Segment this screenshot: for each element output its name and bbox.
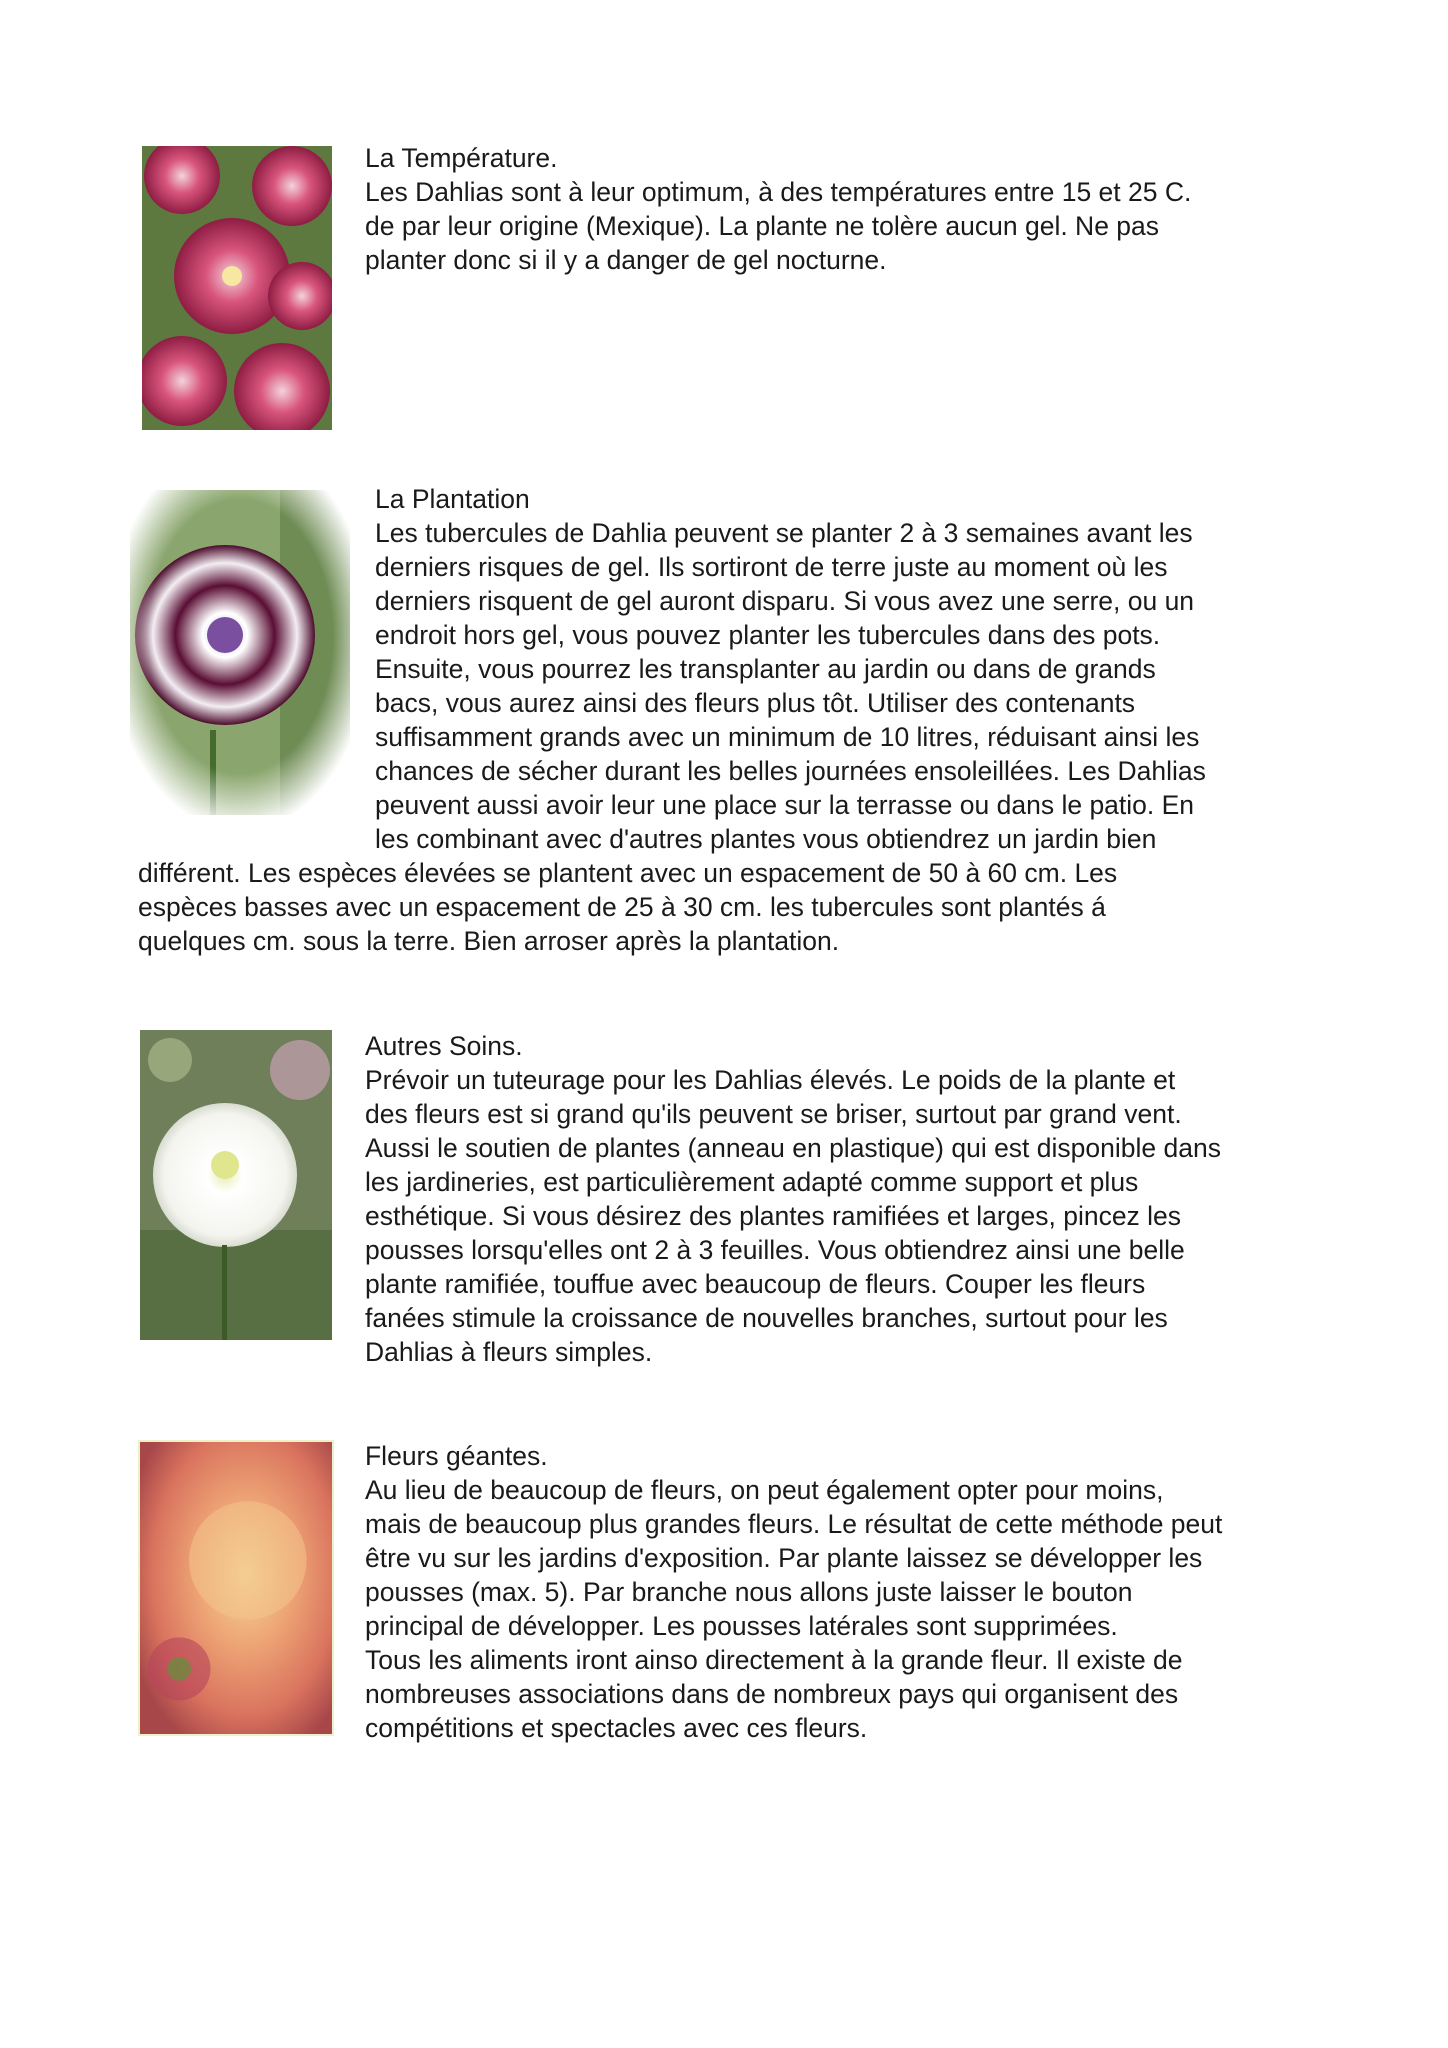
text-line: chances de sécher durant les belles journées ensoleillées. Les Dahlias bbox=[375, 756, 1206, 786]
text-line: Prévoir un tuteurage pour les Dahlias élevés. Le poids de la plante et bbox=[365, 1065, 1176, 1095]
text-line: peuvent aussi avoir leur une place sur la terrasse ou dans le patio. En bbox=[375, 790, 1195, 820]
section-title: Autres Soins. bbox=[365, 1031, 523, 1061]
white-cactus-dahlia-photo bbox=[140, 1030, 332, 1340]
text-line: Tous les aliments iront ainso directement à la grande fleur. Il existe de bbox=[365, 1645, 1183, 1675]
text-line: espèces basses avec un espacement de 25 à 30 cm. les tubercules sont plantés á bbox=[138, 892, 1106, 922]
text-line: de par leur origine (Mexique). La plante ne tolère aucun gel. Ne pas bbox=[365, 211, 1160, 241]
text-line: différent. Les espèces élevées se plantent avec un espacement de 50 à 60 cm. Les bbox=[138, 858, 1118, 888]
text-line: Aussi le soutien de plantes (anneau en plastique) qui est disponible dans bbox=[365, 1133, 1221, 1163]
text-line: principal de développer. Les pousses latérales sont supprimées. bbox=[365, 1611, 1118, 1641]
text-line: des fleurs est si grand qu'ils peuvent se briser, surtout par grand vent. bbox=[365, 1099, 1182, 1129]
text-line: pousses lorsqu'elles ont 2 à 3 feuilles. Vous obtiendrez ainsi une belle bbox=[365, 1235, 1185, 1265]
text-line: derniers risquent de gel auront disparu. Si vous avez une serre, ou un bbox=[375, 586, 1195, 616]
purple-white-dahlia-photo bbox=[130, 490, 350, 815]
section-title: Fleurs géantes. bbox=[365, 1441, 548, 1471]
text-line: Ensuite, vous pourrez les transplanter au jardin ou dans de grands bbox=[375, 654, 1156, 684]
text-line: compétitions et spectacles avec ces fleurs. bbox=[365, 1713, 868, 1743]
text-line: les jardineries, est particulièrement adapté comme support et plus bbox=[365, 1167, 1139, 1197]
text-line: bacs, vous aurez ainsi des fleurs plus tôt. Utiliser des contenants bbox=[375, 688, 1136, 718]
section-title: La Plantation bbox=[375, 484, 530, 514]
text-line: pousses (max. 5). Par branche nous allons juste laisser le bouton bbox=[365, 1577, 1133, 1607]
text-line: planter donc si il y a danger de gel nocturne. bbox=[365, 245, 887, 275]
text-line: derniers risques de gel. Ils sortiront de terre juste au moment où les bbox=[375, 552, 1168, 582]
text-line: fanées stimule la croissance de nouvelles branches, surtout pour les bbox=[365, 1303, 1168, 1333]
text-line: Au lieu de beaucoup de fleurs, on peut également opter pour moins, bbox=[365, 1475, 1164, 1505]
text-line: les combinant avec d'autres plantes vous obtiendrez un jardin bien bbox=[375, 824, 1157, 854]
text-line: esthétique. Si vous désirez des plantes ramifiées et larges, pincez les bbox=[365, 1201, 1182, 1231]
text-line: Les tubercules de Dahlia peuvent se planter 2 à 3 semaines avant les bbox=[375, 518, 1193, 548]
pink-white-dahlia-photo bbox=[142, 146, 332, 430]
text-line: suffisamment grands avec un minimum de 10 litres, réduisant ainsi les bbox=[375, 722, 1200, 752]
text-line: être vu sur les jardins d'exposition. Par plante laissez se développer les bbox=[365, 1543, 1203, 1573]
text-line: plante ramifiée, touffue avec beaucoup de fleurs. Couper les fleurs bbox=[365, 1269, 1146, 1299]
text-line: endroit hors gel, vous pouvez planter les tubercules dans des pots. bbox=[375, 620, 1161, 650]
section-title: La Température. bbox=[365, 143, 558, 173]
text-line: mais de beaucoup plus grandes fleurs. Le résultat de cette méthode peut bbox=[365, 1509, 1223, 1539]
peach-dahlia-photo bbox=[138, 1440, 334, 1736]
text-line: Les Dahlias sont à leur optimum, à des températures entre 15 et 25 C. bbox=[365, 177, 1192, 207]
text-line: Dahlias à fleurs simples. bbox=[365, 1337, 653, 1367]
text-line: nombreuses associations dans de nombreux pays qui organisent des bbox=[365, 1679, 1179, 1709]
text-line: quelques cm. sous la terre. Bien arroser après la plantation. bbox=[138, 926, 840, 956]
